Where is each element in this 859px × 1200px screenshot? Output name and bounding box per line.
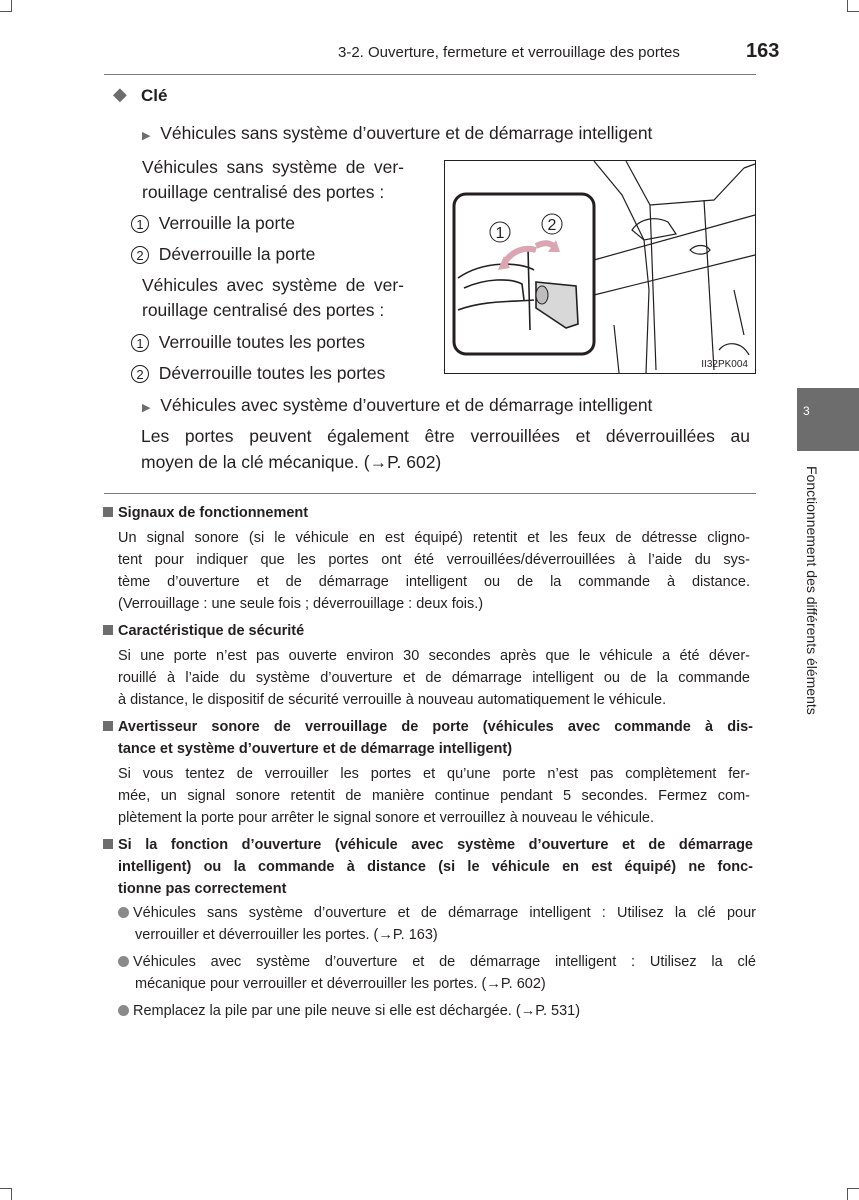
illustration-key-door [444, 160, 756, 374]
square-bullet-icon [103, 625, 113, 635]
list-item-text: Verrouille toutes les portes [158, 332, 365, 352]
subheading-text: Véhicules sans système d’ouverture et de démarrage intelligent [160, 123, 653, 143]
triangle-right-icon: ▶ [142, 402, 151, 414]
step-number: 1 [131, 215, 149, 233]
chapter-number: 3 [803, 404, 810, 418]
paragraph-text: Les portes peuvent également être verrouillées et déverrouillées au [141, 426, 750, 446]
paragraph-text: Véhicules sans système de ver- [142, 157, 404, 177]
subheading-1 [142, 121, 652, 149]
square-bullet-icon [103, 839, 113, 849]
triangle-right-icon: ▶ [142, 130, 151, 142]
section-title: 3-2. Ouverture, fermeture et verrouillage des portes [338, 44, 680, 61]
note-text: Si vous tentez de verrouiller les portes et qu’une porte n’est pas complètement fer- [118, 766, 750, 782]
section-divider [104, 493, 756, 494]
list-item-text: Déverrouille la porte [158, 244, 316, 264]
note-heading-cont: intelligent) ou la commande à distance (si le véhicule en est équipé) ne fonc- [118, 859, 753, 875]
note-text: Si une porte n’est pas ouverte environ 30 secondes après que le véhicule a été déver- [118, 648, 750, 664]
square-bullet-icon [103, 721, 113, 731]
crop-mark [11, 1189, 12, 1200]
note-heading: Caractéristique de sécurité [103, 621, 304, 642]
list-item [131, 211, 295, 236]
step-number: 2 [131, 246, 149, 264]
crop-mark [847, 1189, 848, 1200]
crop-mark [0, 11, 12, 12]
list-item [131, 242, 315, 267]
paragraph-text: moyen de la clé mécanique. (→P. 602) [141, 452, 442, 472]
page-number: 163 [746, 40, 780, 62]
square-bullet-icon [103, 507, 113, 517]
list-item-text: Verrouille la porte [158, 213, 295, 233]
chapter-tab[interactable] [797, 388, 859, 451]
note-text: (Verrouillage : une seule fois ; déverrouillage : deux fois.) [118, 596, 484, 612]
crop-mark [847, 1188, 859, 1189]
figure-label-2: 2 [547, 217, 557, 234]
list-item [131, 330, 365, 355]
step-number: 1 [131, 334, 149, 352]
header-rule [104, 74, 756, 75]
bullet-item: Remplacez la pile par une pile neuve si elle est déchargée. (→P. 531) [118, 1001, 580, 1022]
note-heading: Signaux de fonctionnement [103, 503, 308, 524]
subheading-text: Véhicules avec système d’ouverture et de démarrage intelligent [160, 395, 653, 415]
figure-code: II32PK004 [701, 359, 748, 370]
subheading-2 [142, 393, 652, 421]
note-text: Un signal sonore (si le véhicule en est équipé) retentit et les feux de détresse cligno- [118, 530, 750, 546]
note-heading-cont: tance et système d’ouverture et de démarrage intelligent) [118, 741, 513, 757]
figure-label-1: 1 [495, 225, 505, 242]
section-heading: Clé [141, 86, 168, 105]
bullet-item: Véhicules sans système d’ouverture et de démarrage intelligent : Utilisez la clé pour [118, 903, 756, 924]
step-number: 2 [131, 365, 149, 383]
note-heading-cont: tionne pas correctement [118, 881, 287, 897]
note-text: à distance, le dispositif de sécurité verrouille à nouveau automatiquement le véhicule. [118, 692, 667, 708]
circle-bullet-icon [118, 907, 129, 918]
circle-bullet-icon [118, 1005, 129, 1016]
paragraph-text: rouillage centralisé des portes : [142, 300, 385, 320]
note-text: tème d’ouverture et de démarrage intelligent ou de la commande à distance. [118, 574, 750, 590]
list-item [131, 361, 385, 386]
crop-mark [847, 11, 859, 12]
note-text: mée, un signal sonore retentit de manière continue pendant 5 secondes. Fermez com- [118, 788, 750, 804]
note-text: rouillé à l’aide du système d’ouverture et de démarrage intelligent ou de la commande [118, 670, 750, 686]
crop-mark [847, 0, 848, 11]
paragraph-text: Véhicules avec système de ver- [142, 275, 404, 295]
paragraph-text: rouillage centralisé des portes : [142, 182, 385, 202]
bullet-item-cont: mécanique pour verrouiller et déverrouiller les portes. (→P. 602) [135, 976, 546, 992]
circle-bullet-icon [118, 956, 129, 967]
list-item-text: Déverrouille toutes les portes [158, 363, 386, 383]
note-text: tent pour indiquer que les portes ont été verrouillées/déverrouillées à l’aide du sys- [118, 552, 750, 568]
diamond-icon: ◆ [113, 84, 127, 104]
bullet-item-cont: verrouiller et déverrouiller les portes. (→P. 163) [135, 927, 438, 943]
bullet-item: Véhicules avec système d’ouverture et de démarrage intelligent : Utilisez la clé [118, 952, 756, 973]
note-heading: Avertisseur sonore de verrouillage de porte (véhicules avec commande à dis- [103, 717, 753, 738]
chapter-title: Fonctionnement des différents éléments [804, 466, 820, 715]
crop-mark [11, 0, 12, 11]
note-heading: Si la fonction d’ouverture (véhicule avec système d’ouverture et de démarrage [103, 835, 753, 856]
note-text: plètement la porte pour arrêter le signal sonore et verrouillez à nouveau le véhicule. [118, 810, 655, 826]
